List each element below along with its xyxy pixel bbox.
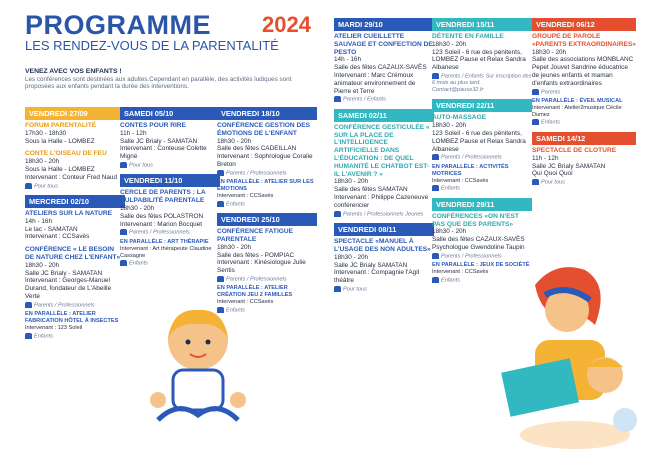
child-icon [25, 333, 32, 339]
program-column [432, 18, 532, 289]
event-card [25, 195, 125, 241]
event-title: GROUPE DE PAROLE «PARENTS EXTRAORDINAIRES» [532, 33, 636, 48]
people-icon [432, 154, 439, 160]
kids-text: Enfants [226, 307, 245, 314]
program-column [120, 107, 220, 273]
people-icon [532, 89, 539, 95]
audience-label [217, 276, 317, 283]
event-detail: 11h - 12h [120, 129, 147, 137]
event-detail: Sous la Halle - LOMBEZ [25, 137, 95, 145]
audience-label [217, 170, 317, 177]
event-card [25, 246, 125, 340]
kids-label [432, 185, 532, 192]
audience-label [334, 211, 434, 218]
people-icon [532, 179, 539, 185]
event-date: VENDREDI 18/10 [217, 107, 317, 120]
audience-text: Pour tous [129, 162, 153, 169]
audience-label [120, 229, 220, 236]
audience-label [532, 179, 636, 186]
event-detail: Intervenant : Conteuse Colette Migné [120, 145, 207, 161]
event-detail: Intervenant : Sophrologue Coralie Breton [217, 153, 313, 168]
event-title: SPECTACLE «MANUEL À L'USAGE DES NON ADULTES» [334, 238, 431, 253]
event-title: CONTE L'OISEAU DE FEU [25, 150, 107, 158]
people-icon [120, 229, 127, 235]
event-title: SPECTACLE DE CLOTURE [532, 146, 617, 154]
event-title: ATELIER CUEILLETTE SAUVAGE ET CONFECTION DE PESTO [334, 33, 433, 56]
event-detail: Salle des fêtes - POMPIAC [217, 251, 295, 259]
event-detail: Salle des fêtes CADEILLAN [217, 145, 297, 153]
parallel-intervenant: Intervenant : Atelier2musique Cécile Dumez [532, 104, 622, 118]
event-card [120, 174, 220, 267]
event-detail: Salle des fêtes SAMATAN [334, 186, 408, 194]
event-detail: Intervenant : Compagnie l'Agit théâtre [334, 269, 420, 285]
people-icon [217, 276, 224, 282]
people-icon [217, 170, 224, 176]
event-detail: Salle JC Brialy - SAMATAN [120, 137, 198, 145]
audience-text: Parents / Professionnels [226, 276, 287, 283]
audience-text: Pour tous [541, 179, 565, 186]
event-detail: Psychologue Gwendoline Taupin [432, 244, 525, 251]
program-column [217, 107, 317, 319]
event-detail: Intervenant : Philippe Cazeneuve conférencier [334, 194, 429, 209]
event-detail: 18h30 - 20h [334, 253, 369, 261]
parallel-intervenant: Intervenant : CCSavès [217, 192, 274, 199]
parallel-intervenant: Intervenant : CCSavès [432, 177, 489, 184]
parallel-activity: EN PARALLÈLE : ATELIER FABRICATION HÔTEL À INSECTES [25, 311, 119, 325]
event-date: VENDREDI 06/12 [532, 18, 636, 31]
event-detail: 123 Soleil - 6 rue des pénitents, LOMBEZ Pause et Relax Sandra Albanese [432, 130, 526, 153]
event-detail: Intervenant : Marion Bocquet [120, 220, 203, 228]
child-icon [217, 201, 224, 207]
event-title: CONFÉRENCE FATIGUE PARENTALE [217, 228, 294, 243]
parallel-intervenant: Intervenant : 123 Soleil [25, 324, 83, 331]
event-card [532, 18, 636, 127]
parallel-activity: EN PARALLÈLE : ÉVEIL MUSICAL [532, 98, 623, 105]
event-detail: Sous la Halle - LOMBEZ [25, 165, 95, 173]
audience-label [25, 302, 125, 309]
event-date: VENDREDI 25/10 [217, 213, 317, 226]
kids-text: Enfants [226, 201, 245, 208]
event-detail: Intervenant : CCSavès [25, 233, 90, 241]
people-icon [432, 253, 439, 259]
event-detail: Salle des fêtes CAZAUX-SAVÈS [432, 236, 525, 244]
audience-text: Parents / Enfants Sur inscription des 6 mois au plus tard. Contact@pause32.fr [432, 73, 532, 94]
audience-text: Parents / Enfants [343, 96, 386, 103]
program-column [25, 107, 125, 345]
parallel-intervenant: Intervenant : Art thérapeute Claudine Cassagne [120, 245, 212, 259]
kids-text: Enfants [129, 260, 148, 267]
people-icon [334, 211, 341, 217]
event-date: SAMEDI 02/11 [334, 109, 434, 122]
parallel-intervenant: Intervenant : CCSavès [432, 269, 489, 276]
event-detail: Qui Quoi Quoi [532, 170, 573, 178]
parallel-activity: EN PARALLÈLE : ART THÉRAPIE [120, 238, 209, 245]
event-card [532, 132, 636, 187]
event-detail: 18h30 - 20h [217, 243, 252, 251]
kids-text: Enfants [541, 119, 560, 126]
event-title: ATELIERS SUR LA NATURE [25, 210, 113, 218]
event-detail: Salle des fêtes CAZAUX-SAVÈS [334, 64, 427, 72]
event-detail: 18h30 - 20h [432, 228, 467, 236]
event-card [432, 18, 532, 94]
audience-label [25, 183, 125, 190]
event-card [120, 107, 220, 169]
event-detail: 18h30 - 20h [432, 40, 467, 48]
event-title: FORUM PARENTALITÉ [25, 122, 97, 129]
program-column [532, 18, 636, 192]
event-detail: Intervenant : Conteur Fred Naud [25, 173, 118, 181]
event-detail: Salle JC Brialy - SAMATAN [25, 269, 103, 277]
event-detail: 18h30 - 20h [217, 137, 252, 145]
event-title: CONFÉRENCE « LE BESOIN DE NATURE CHEZ L'ENFANT» [25, 246, 121, 262]
event-detail: 11h - 12h [532, 154, 559, 162]
program-column [334, 18, 434, 298]
audience-text: Parents / Professionnels [226, 170, 287, 177]
audience-text: Parents / Professionnels [129, 229, 190, 236]
event-title: CONFÉRENCE GESTION DES ÉMOTIONS DE L'ENFANT [217, 122, 311, 137]
event-detail: 18h30 - 20h [25, 261, 60, 269]
parallel-activity: EN PARALLÈLE : ATELIER CRÉATION JEU 2 FAMILLES [217, 285, 293, 299]
kids-text: Enfants [34, 333, 53, 340]
event-detail: 18h30 - 20h [25, 158, 60, 166]
event-card [217, 107, 317, 208]
audience-text: Parents / Professionnels Jeunes [343, 211, 424, 218]
page-subtitle: LES RENDEZ-VOUS DE LA PARENTALITÉ [25, 38, 279, 53]
child-icon [532, 119, 539, 125]
audience-label [432, 73, 532, 94]
kids-label [25, 333, 125, 340]
event-date: VENDREDI 08/11 [334, 223, 434, 236]
event-detail: Intervenant : Marc Crémoux animateur environnement de Pierre et Terre [334, 71, 416, 95]
event-detail: 18h30 - 20h [432, 122, 467, 130]
event-detail: Pepet Jouvet Sandrine éducatrice de jeunes enfants et maman d'enfants extraordinaires [532, 64, 628, 87]
intro-text: Les conférences sont destinées aux adultes.Cependant en parallèle, des activités ludiques sont proposées aux enfants pendant la durée des interventions. [25, 75, 292, 91]
parallel-activity: EN PARALLÈLE : ATELIER SUR LES ÉMOTIONS [217, 179, 314, 193]
kids-label [532, 119, 636, 126]
event-card [25, 150, 125, 190]
parallel-activity: EN PARALLÈLE : JEUX DE SOCIÉTÉ [432, 262, 530, 269]
kids-label [217, 201, 317, 208]
intro-block [25, 68, 305, 91]
event-title: CONFÉRENCE GESTICULÉE « SUR LA PLACE DE L'INTELLIGENCE ARTIFICIELLE DANS L'ÉDUCATION : DE QUEL HUMANITÉ LE CHATBOT EST-IL L'AVENIR ? » [334, 123, 430, 178]
audience-label [532, 89, 636, 96]
event-title: CONTES POUR RIRE [120, 122, 186, 129]
event-card [334, 109, 434, 218]
event-detail: 123 Soleil - 6 rue des pénitents, LOMBEZ Pause et Relax Sandra Albanese [432, 48, 526, 72]
event-detail: 18h30 - 20h [532, 48, 567, 56]
audience-text: Parents / Professionnels [34, 302, 95, 309]
child-illustration [128, 300, 268, 440]
event-card [432, 99, 532, 192]
audience-text: Parents / Professionnels [441, 253, 502, 260]
kids-text: Enfants [441, 185, 460, 192]
year-label: 2024 [262, 12, 311, 37]
event-detail: Intervenant : Kinésiologue Julie Sentis [217, 259, 306, 275]
people-icon [120, 162, 127, 168]
event-title: AUTO-MASSAGE [432, 114, 487, 122]
mother-reading-illustration [495, 255, 645, 450]
audience-text: Pour tous [34, 183, 58, 190]
people-icon [432, 73, 439, 79]
people-icon [25, 183, 32, 189]
child-icon [432, 185, 439, 191]
child-icon [120, 260, 127, 266]
event-date: VENDREDI 11/10 [120, 174, 220, 187]
event-card [25, 107, 125, 145]
event-date: MERCREDI 02/10 [25, 195, 125, 208]
people-icon [334, 286, 341, 292]
audience-text: Parents [541, 89, 561, 96]
event-title: DÉTENTE EN FAMILLE [432, 33, 504, 40]
audience-label [334, 96, 434, 103]
audience-label [334, 286, 434, 293]
audience-text: Parents / Professionnels [441, 154, 502, 161]
intro-heading: VENEZ AVEC VOS ENFANTS ! [25, 68, 122, 75]
event-date: VENDREDI 15/11 [432, 18, 532, 31]
event-detail: 14h - 16h [25, 217, 53, 225]
event-detail: 17h30 - 18h30 [25, 129, 67, 137]
parallel-intervenant: Intervenant : CCSavès [217, 299, 274, 305]
event-detail: Salle JC Brialy SAMATAN [334, 261, 408, 269]
event-card [334, 18, 434, 104]
event-detail: Salle des associations MONBLANC [532, 56, 634, 64]
parallel-activity: EN PARALLÈLE : ACTIVITÉS MOTRICES [432, 163, 509, 177]
event-date: SAMEDI 05/10 [120, 107, 220, 120]
event-detail: 18h30 - 20h [334, 178, 369, 186]
event-detail: 18h30 - 20h [120, 205, 155, 213]
audience-label [120, 162, 220, 169]
people-icon [334, 96, 341, 102]
event-date: MARDI 29/10 [334, 18, 434, 31]
audience-label [432, 154, 532, 161]
event-date: VENDREDI 22/11 [432, 99, 532, 112]
kids-text: Enfants [441, 277, 460, 284]
kids-label [120, 260, 220, 267]
event-date: VENDREDI 29/11 [432, 198, 532, 211]
event-detail: Salle JC Brialy SAMATAN [532, 162, 606, 170]
event-title: CERCLE DE PARENTS : LA CULPABILITÉ PARENTALE [120, 189, 206, 205]
page-title: PROGRAMME [25, 10, 211, 40]
event-detail: 14h - 16h [334, 56, 362, 64]
event-detail: Le lac - SAMATAN [25, 225, 78, 233]
event-detail: Intervenant : Georges-Manuel Durand, fondateur de L'Abeille Verte [25, 277, 112, 301]
event-detail: Salle des fêtes POLASTRON [120, 212, 204, 220]
people-icon [25, 302, 32, 308]
child-icon [432, 277, 439, 283]
event-title: CONFÉRENCES «ON N'EST PAS QUE DES PARENTS» [432, 212, 519, 228]
audience-text: Pour tous [343, 286, 367, 293]
event-date: SAMEDI 14/12 [532, 132, 636, 145]
event-date: VENDREDI 27/09 [25, 107, 125, 120]
event-card [334, 223, 434, 293]
